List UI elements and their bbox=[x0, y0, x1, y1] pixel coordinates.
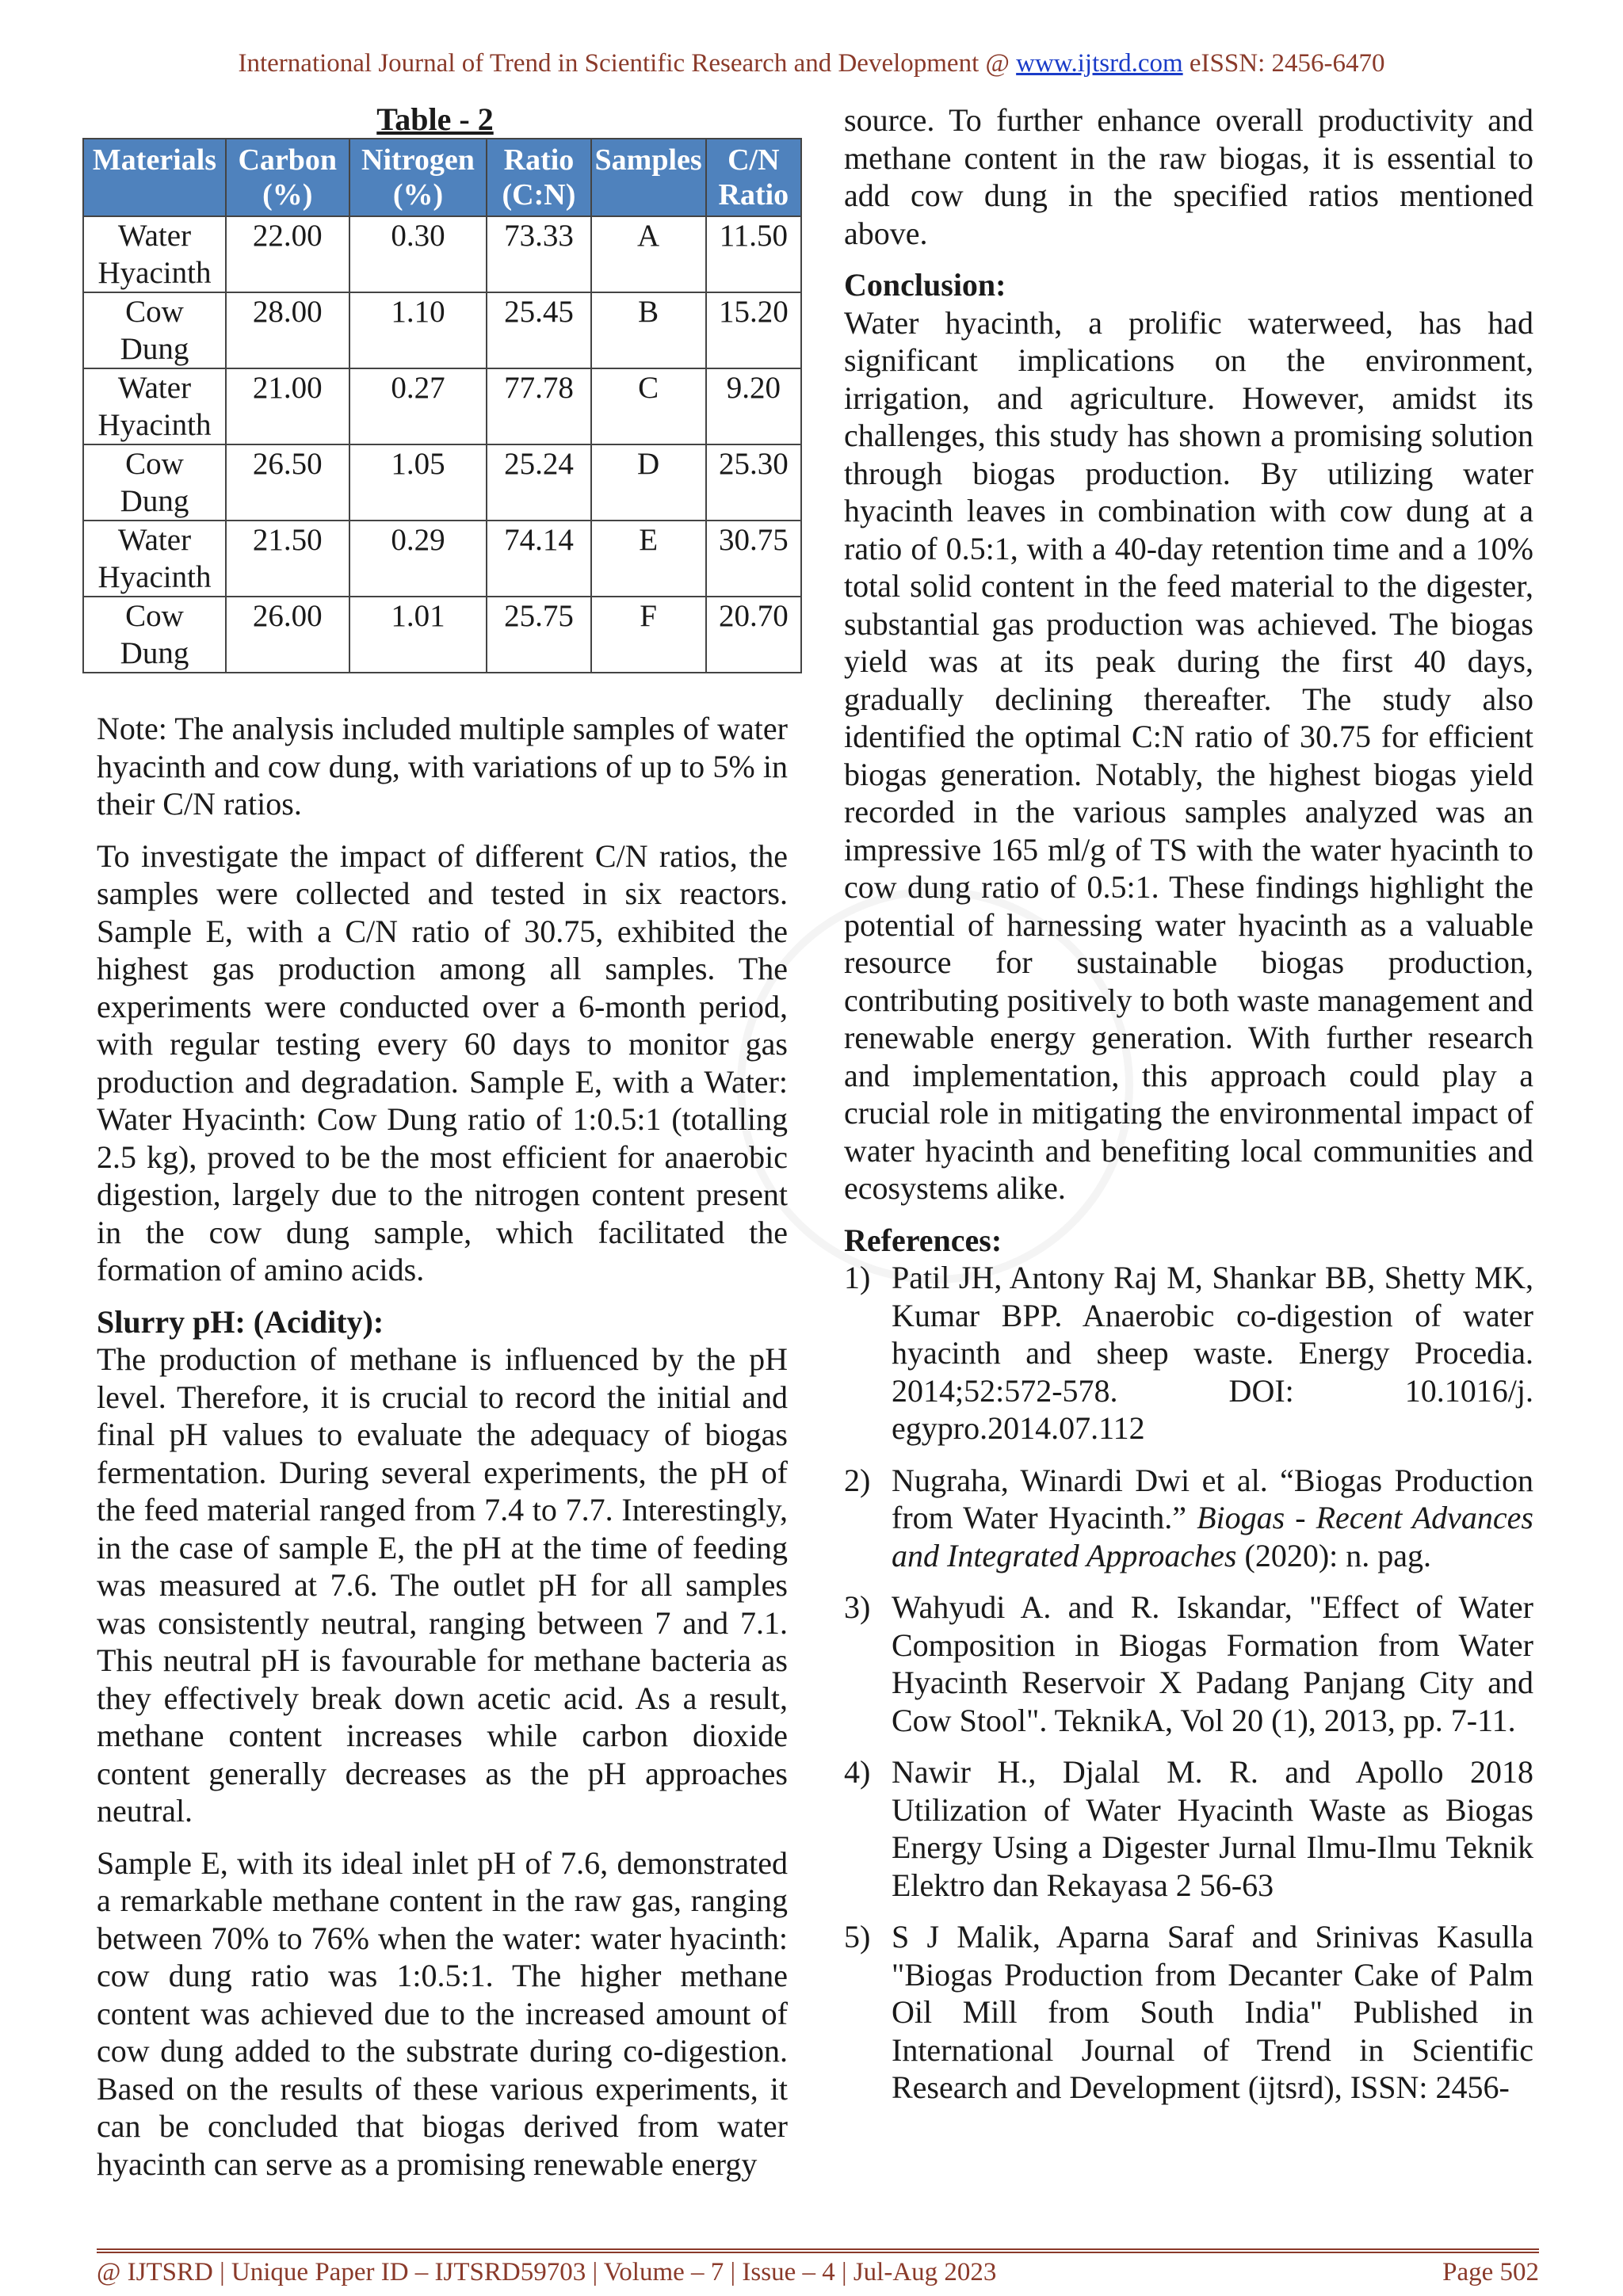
reference-item bbox=[844, 1259, 1533, 1447]
cell-material: Cow Dung bbox=[83, 444, 226, 521]
page-number: Page 502 bbox=[1442, 2258, 1539, 2286]
paragraph-conclusion: Water hyacinth, a prolific waterweed, has had significant implications on the environment, irrigation, and agriculture. However, amidst its challenges, this study has shown a promising solution through biogas production. By utilizing water hyacinth leaves in combination with cow dung at a ratio of 0.5:1, with a 40-day retention time and a 10% total solid content in the feed material to the digester, substantial gas production was achieved. The biogas yield was at its peak during the first 40 days, gradually declining thereafter. The study also identified the optimal C:N ratio of 30.75 for efficient biogas generation. Notably, the highest biogas yield recorded in the various samples analyzed was an impressive 165 ml/g of TS with the water hyacinth to cow dung ratio of 0.5:1. These findings highlight the potential of harnessing water hyacinth as a valuable resource for sustainable biogas production, contributing positively to both waste management and renewable energy generation. With further research and implementation, this approach could play a crucial role in mitigating the environmental impact of water hyacinth and benefiting local communities and ecosystems alike. bbox=[844, 304, 1533, 1206]
cell-cn: 11.50 bbox=[706, 216, 801, 292]
table-row bbox=[83, 368, 801, 444]
cell-ratio: 25.75 bbox=[487, 597, 590, 673]
table-title: Table - 2 bbox=[376, 101, 494, 137]
cell-material: Water Hyacinth bbox=[83, 216, 226, 292]
right-column bbox=[844, 101, 1533, 2121]
cell-ratio: 74.14 bbox=[487, 521, 590, 597]
reference-number: 5) bbox=[844, 1919, 871, 1955]
cell-cn: 20.70 bbox=[706, 597, 801, 673]
cell-sample: B bbox=[591, 292, 706, 368]
data-table bbox=[82, 138, 802, 673]
cell-material: Cow Dung bbox=[83, 292, 226, 368]
header-issn: eISSN: 2456-6470 bbox=[1182, 49, 1385, 78]
cell-nitrogen: 0.30 bbox=[349, 216, 487, 292]
reference-item bbox=[844, 1462, 1533, 1575]
cell-sample: F bbox=[591, 597, 706, 673]
reference-number: 3) bbox=[844, 1589, 871, 1625]
cell-carbon: 26.00 bbox=[226, 597, 349, 673]
cell-sample: D bbox=[591, 444, 706, 521]
section-heading-references: References: bbox=[844, 1222, 1002, 1258]
cell-nitrogen: 1.01 bbox=[349, 597, 487, 673]
th-samples: Samples bbox=[591, 139, 706, 216]
paragraph-continuation: source. To further enhance overall productivity and methane content in the raw biogas, it is essential to add cow dung in the specified ratios mentioned above. bbox=[844, 102, 1533, 251]
cell-sample: A bbox=[591, 216, 706, 292]
th-cn-ratio: C/N Ratio bbox=[706, 139, 801, 216]
cell-carbon: 22.00 bbox=[226, 216, 349, 292]
cell-ratio: 25.45 bbox=[487, 292, 590, 368]
reference-text: Wahyudi A. and R. Iskandar, "Effect of Water Composition in Biogas Formation from Water Hyacinth Reservoir X Padang Panjang City and Cow Stool". TeknikA, Vol 20 (1), 2013, pp. 7-11. bbox=[892, 1589, 1533, 1738]
th-nitrogen: Nitrogen (%) bbox=[349, 139, 487, 216]
reference-item bbox=[844, 1753, 1533, 1904]
cell-cn: 9.20 bbox=[706, 368, 801, 444]
cell-nitrogen: 1.05 bbox=[349, 444, 487, 521]
cell-sample: C bbox=[591, 368, 706, 444]
paragraph-sample-e: Sample E, with its ideal inlet pH of 7.6, demonstrated a remarkable methane content in the raw gas, ranging between 70% to 76% when the water: water hyacinth: cow dung ratio was 1:0.5:1. The higher methane content was achieved due to the increased amount of cow dung added to the substrate during co-digestion. Based on the results of these various experiments, it can be concluded that biogas derived from water hyacinth can serve as a promising renewable energy bbox=[97, 1844, 788, 2182]
journal-link[interactable]: www.ijtsrd.com bbox=[1016, 49, 1183, 78]
reference-book-title: Biogas - Recent Advances and Integrated Approaches bbox=[892, 1500, 1533, 1573]
th-materials: Materials bbox=[83, 139, 226, 216]
cell-carbon: 26.50 bbox=[226, 444, 349, 521]
cell-carbon: 21.00 bbox=[226, 368, 349, 444]
paragraph-ph: The production of methane is influenced by the pH level. Therefore, it is crucial to record the initial and final pH values to evaluate the adequacy of biogas fermentation. During several experiments, the pH of the feed material ranged from 7.4 to 7.7. Interestingly, in the case of sample E, the pH at the time of feeding was measured at 7.6. The outlet pH for all samples was consistently neutral, ranging between 7 and 7.1. This neutral pH is favourable for methane bacteria as they effectively break down acetic acid. As a result, methane content increases while carbon dioxide content generally decreases as the pH approaches neutral. bbox=[97, 1341, 788, 1829]
table-header-row bbox=[83, 139, 801, 216]
cell-cn: 25.30 bbox=[706, 444, 801, 521]
section-heading-conclusion: Conclusion: bbox=[844, 267, 1006, 303]
table-note: Note: The analysis included multiple samples of water hyacinth and cow dung, with variations of up to 5% in their C/N ratios. bbox=[97, 711, 788, 822]
reference-item bbox=[844, 1589, 1533, 1739]
cell-material: Water Hyacinth bbox=[83, 368, 226, 444]
cell-material: Cow Dung bbox=[83, 597, 226, 673]
table-row bbox=[83, 216, 801, 292]
cell-cn: 15.20 bbox=[706, 292, 801, 368]
page-footer bbox=[97, 2248, 1539, 2287]
table-row bbox=[83, 292, 801, 368]
cell-cn: 30.75 bbox=[706, 521, 801, 597]
footer-paper-info: @ IJTSRD | Unique Paper ID – IJTSRD59703 | Volume – 7 | Issue – 4 | Jul-Aug 2023 bbox=[97, 2258, 997, 2286]
reference-item bbox=[844, 1918, 1533, 2107]
paragraph-cn-investigation: To investigate the impact of different C/N ratios, the samples were collected and tested in six reactors. Sample E, with a C/N ratio of 30.75, exhibited the highest gas production among all samples. The experiments were conducted over a 6-month period, with regular testing every 60 days to monitor gas production and degradation. Sample E, with a Water: Water Hyacinth: Cow Dung ratio of 1:0.5:1 (totalling 2.5 kg), proved to be the most efficient for anaerobic digestion, largely due to the nitrogen content present in the cow dung sample, which facilitated the formation of amino acids. bbox=[97, 837, 788, 1287]
cell-carbon: 21.50 bbox=[226, 521, 349, 597]
cell-carbon: 28.00 bbox=[226, 292, 349, 368]
reference-text: Patil JH, Antony Raj M, Shankar BB, Shetty MK, Kumar BPP. Anaerobic co-digestion of water hyacinth and sheep waste. Energy Procedia. 2014;52:572-578. DOI: 10.1016/j. egypro.2014.07.112 bbox=[892, 1260, 1533, 1446]
cell-nitrogen: 1.10 bbox=[349, 292, 487, 368]
reference-list bbox=[844, 1259, 1533, 2107]
reference-text: S J Malik, Aparna Saraf and Srinivas Kasulla "Biogas Production from Decanter Cake of Palm Oil Mill from South India" Published in International Journal of Trend in Scientific Research and Development (ijtsrd), ISSN: 2456- bbox=[892, 1919, 1533, 2105]
reference-text: Nawir H., Djalal M. R. and Apollo 2018 Utilization of Water Hyacinth Waste as Biogas Energy Using a Digester Jurnal Ilmu-Ilmu Teknik Elektro dan Rekayasa 2 56-63 bbox=[892, 1754, 1533, 1903]
table-row bbox=[83, 597, 801, 673]
th-carbon: Carbon (%) bbox=[226, 139, 349, 216]
left-column bbox=[92, 101, 789, 2183]
reference-text: Nugraha, Winardi Dwi et al. “Biogas Production from Water Hyacinth.” bbox=[892, 1462, 1533, 1535]
header-text: International Journal of Trend in Scientific Research and Development @ bbox=[238, 49, 1017, 78]
cell-ratio: 77.78 bbox=[487, 368, 590, 444]
section-heading-slurry-ph: Slurry pH: (Acidity): bbox=[97, 1303, 384, 1340]
running-header bbox=[0, 49, 1623, 78]
cell-ratio: 73.33 bbox=[487, 216, 590, 292]
cell-ratio: 25.24 bbox=[487, 444, 590, 521]
cell-nitrogen: 0.27 bbox=[349, 368, 487, 444]
table-row bbox=[83, 444, 801, 521]
th-ratio: Ratio (C:N) bbox=[487, 139, 590, 216]
table-row bbox=[83, 521, 801, 597]
reference-number: 4) bbox=[844, 1754, 871, 1790]
reference-text-end: (2020): n. pag. bbox=[1236, 1537, 1432, 1573]
cell-nitrogen: 0.29 bbox=[349, 521, 487, 597]
reference-number: 2) bbox=[844, 1462, 871, 1498]
cell-sample: E bbox=[591, 521, 706, 597]
cell-material: Water Hyacinth bbox=[83, 521, 226, 597]
reference-number: 1) bbox=[844, 1260, 871, 1295]
